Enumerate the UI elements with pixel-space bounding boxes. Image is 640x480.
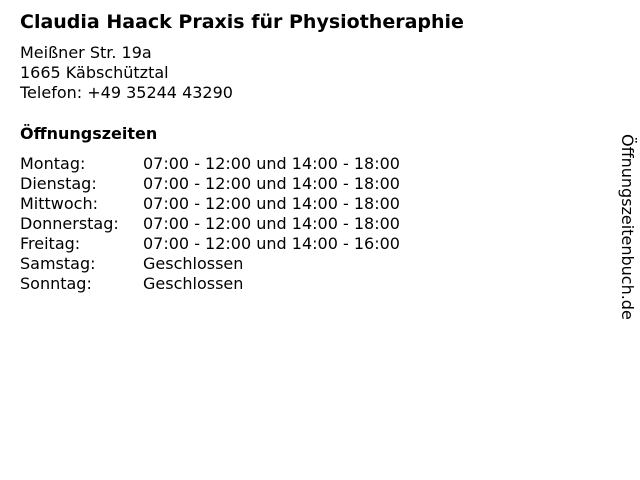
day-label: Montag: <box>20 154 86 173</box>
time-value: Geschlossen <box>143 254 244 273</box>
hours-row-friday <box>20 234 400 254</box>
site-watermark: Öffnungszeitenbuch.de <box>618 134 637 320</box>
day-label: Sonntag: <box>20 274 92 293</box>
time-value: Geschlossen <box>143 274 244 293</box>
hours-row-tuesday <box>20 174 400 194</box>
business-name: Claudia Haack Praxis für Physiotheraphie <box>20 11 464 33</box>
street-address: Meißner Str. 19a <box>20 43 152 62</box>
time-value: 07:00 - 12:00 und 14:00 - 18:00 <box>143 194 400 213</box>
day-label: Donnerstag: <box>20 214 119 233</box>
time-value: 07:00 - 12:00 und 14:00 - 18:00 <box>143 174 400 193</box>
day-label: Dienstag: <box>20 174 97 193</box>
time-value: 07:00 - 12:00 und 14:00 - 18:00 <box>143 214 400 233</box>
hours-row-saturday <box>20 254 400 274</box>
day-label: Samstag: <box>20 254 96 273</box>
phone-number: Telefon: +49 35244 43290 <box>20 83 233 102</box>
day-label: Freitag: <box>20 234 81 253</box>
hours-row-thursday <box>20 214 400 234</box>
opening-hours-heading: Öffnungszeiten <box>20 124 158 143</box>
opening-hours-table <box>20 154 400 294</box>
city-address: 1665 Käbschütztal <box>20 63 169 82</box>
time-value: 07:00 - 12:00 und 14:00 - 18:00 <box>143 154 400 173</box>
day-label: Mittwoch: <box>20 194 98 213</box>
hours-row-wednesday <box>20 194 400 214</box>
address-block <box>20 43 233 103</box>
time-value: 07:00 - 12:00 und 14:00 - 16:00 <box>143 234 400 253</box>
hours-row-sunday <box>20 274 400 294</box>
hours-row-monday <box>20 154 400 174</box>
